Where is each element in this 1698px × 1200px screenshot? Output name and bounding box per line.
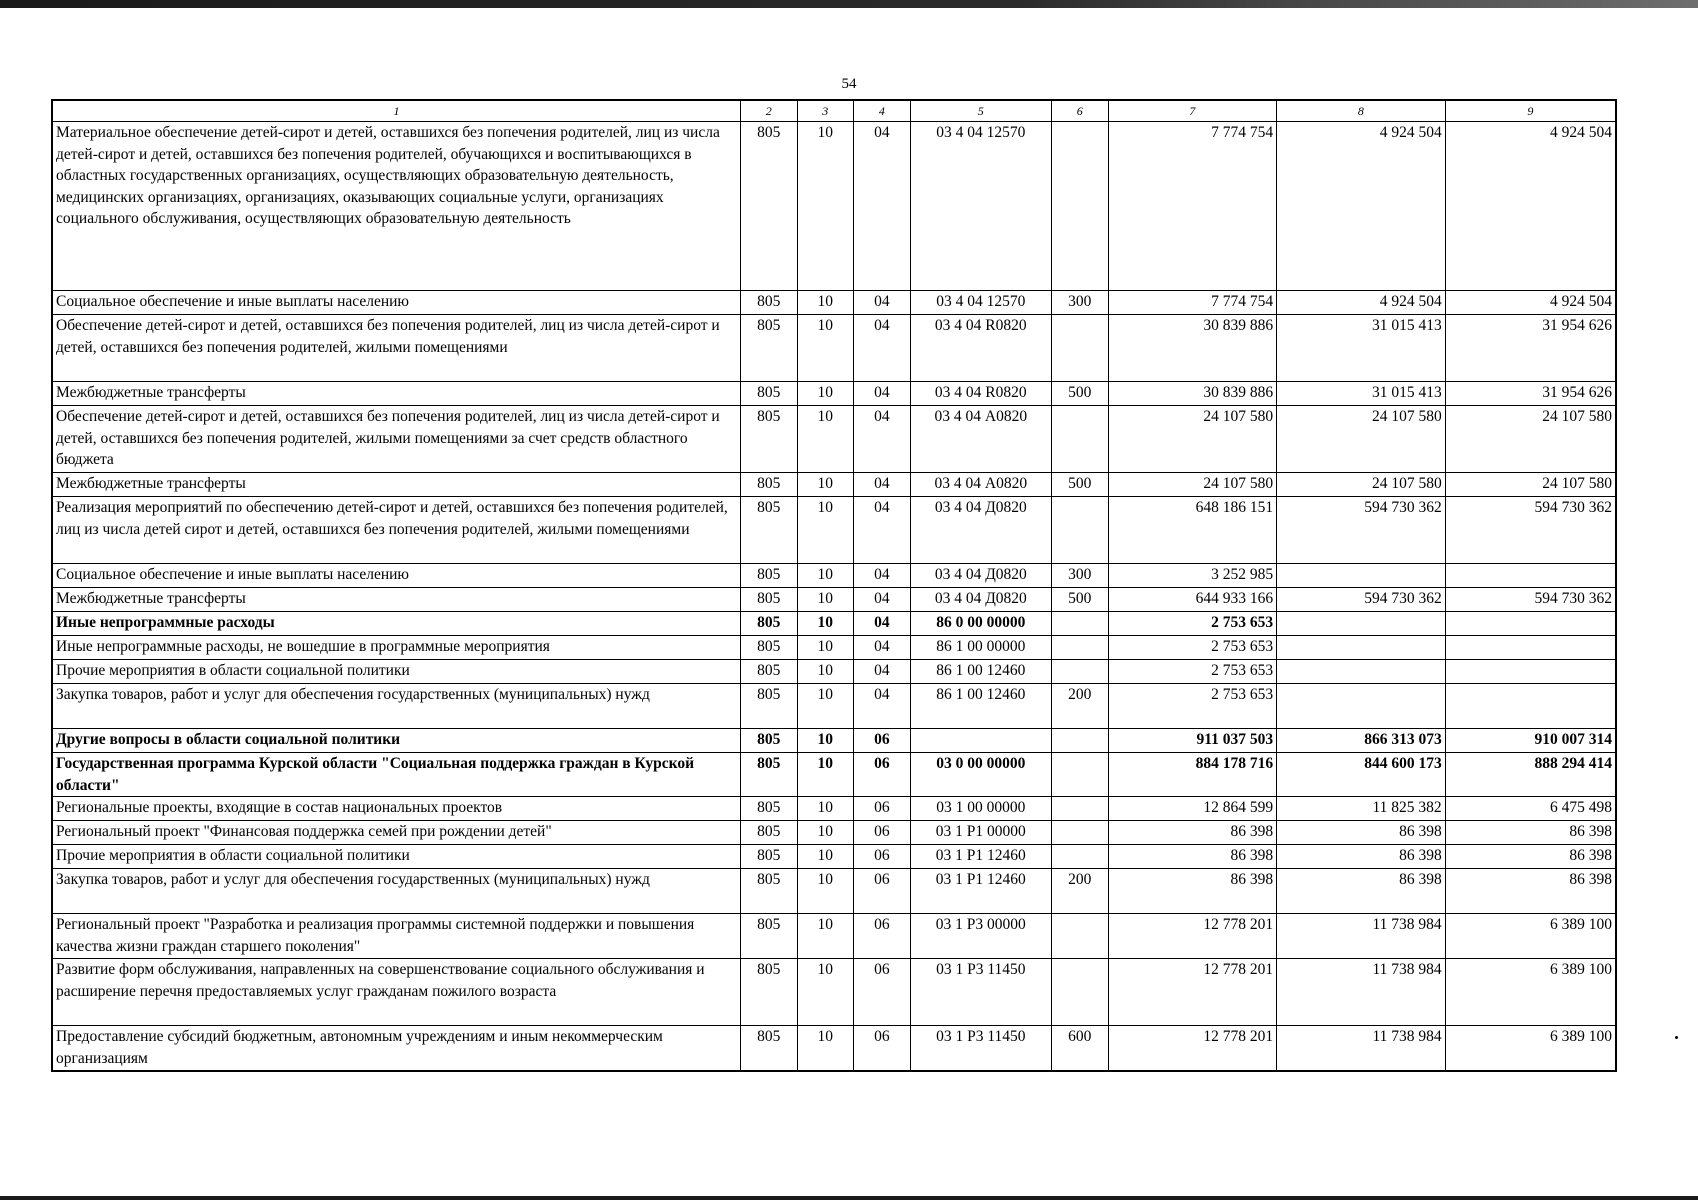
target-article-code: 03 4 04 12570 — [910, 291, 1051, 315]
amount-year-1: 7 774 754 — [1108, 122, 1277, 291]
subsection-code: 06 — [854, 753, 911, 797]
expense-type-code: 500 — [1051, 588, 1108, 612]
amount-year-3: 86 398 — [1445, 845, 1616, 869]
amount-year-2: 594 730 362 — [1277, 588, 1446, 612]
amount-year-1: 24 107 580 — [1108, 406, 1277, 473]
line-item-name: Развитие форм обслуживания, направленных на совершенствование социального обслуживания и расширение перечня предоставляемых услуг гражданам пожилого возраста — [52, 959, 740, 1026]
amount-year-2: 31 015 413 — [1277, 382, 1446, 406]
expense-type-code — [1051, 660, 1108, 684]
ministry-code: 805 — [740, 1026, 797, 1071]
expense-type-code — [1051, 406, 1108, 473]
section-code: 10 — [797, 914, 854, 959]
line-item-name: Региональный проект "Разработка и реализация программы системной поддержки и повышения качества жизни граждан старшего поколения" — [52, 914, 740, 959]
target-article-code: 03 4 04 Д0820 — [910, 564, 1051, 588]
subsection-code: 04 — [854, 315, 911, 382]
amount-year-1: 7 774 754 — [1108, 291, 1277, 315]
amount-year-1: 30 839 886 — [1108, 382, 1277, 406]
ministry-code: 805 — [740, 729, 797, 753]
table-row — [52, 753, 1616, 797]
expense-type-code — [1051, 497, 1108, 564]
amount-year-1: 911 037 503 — [1108, 729, 1277, 753]
subsection-code: 06 — [854, 845, 911, 869]
header-row — [52, 100, 1616, 122]
expense-type-code: 200 — [1051, 684, 1108, 729]
header-cell: 2 — [740, 100, 797, 122]
expense-type-code: 600 — [1051, 1026, 1108, 1071]
subsection-code: 06 — [854, 959, 911, 1026]
expense-type-code — [1051, 729, 1108, 753]
ministry-code: 805 — [740, 821, 797, 845]
amount-year-1: 648 186 151 — [1108, 497, 1277, 564]
expense-type-code: 300 — [1051, 291, 1108, 315]
target-article-code: 03 1 P1 00000 — [910, 821, 1051, 845]
section-code: 10 — [797, 1026, 854, 1071]
amount-year-1: 3 252 985 — [1108, 564, 1277, 588]
ministry-code: 805 — [740, 914, 797, 959]
section-code: 10 — [797, 753, 854, 797]
line-item-name: Региональный проект "Финансовая поддержка семей при рождении детей" — [52, 821, 740, 845]
amount-year-1: 12 778 201 — [1108, 914, 1277, 959]
ministry-code: 805 — [740, 473, 797, 497]
target-article-code: 03 4 04 R0820 — [910, 315, 1051, 382]
subsection-code: 04 — [854, 660, 911, 684]
subsection-code: 04 — [854, 291, 911, 315]
subsection-code: 04 — [854, 612, 911, 636]
line-item-name: Прочие мероприятия в области социальной политики — [52, 660, 740, 684]
expense-type-code — [1051, 612, 1108, 636]
amount-year-1: 12 778 201 — [1108, 1026, 1277, 1071]
section-code: 10 — [797, 122, 854, 291]
target-article-code: 03 4 04 Д0820 — [910, 497, 1051, 564]
header-cell: 3 — [797, 100, 854, 122]
table-row — [52, 797, 1616, 821]
table-row — [52, 660, 1616, 684]
line-item-name: Обеспечение детей-сирот и детей, оставшихся без попечения родителей, лиц из числа детей-сирот и детей, оставшихся без попечения родителей, жилыми помещениями за счет средств областного бюджета — [52, 406, 740, 473]
amount-year-2: 11 738 984 — [1277, 914, 1446, 959]
section-code: 10 — [797, 959, 854, 1026]
expense-type-code — [1051, 914, 1108, 959]
target-article-code: 03 4 04 А0820 — [910, 406, 1051, 473]
scan-top-edge — [0, 0, 1698, 8]
amount-year-3: 86 398 — [1445, 821, 1616, 845]
section-code: 10 — [797, 612, 854, 636]
line-item-name: Реализация мероприятий по обеспечению детей-сирот и детей, оставшихся без попечения родителей, лиц из числа детей сирот и детей, оставшихся без попечения родителей, жилыми помещениями — [52, 497, 740, 564]
amount-year-3: 4 924 504 — [1445, 291, 1616, 315]
subsection-code: 04 — [854, 406, 911, 473]
amount-year-3: 24 107 580 — [1445, 473, 1616, 497]
subsection-code: 04 — [854, 382, 911, 406]
header-cell: 5 — [910, 100, 1051, 122]
expense-type-code — [1051, 797, 1108, 821]
amount-year-1: 86 398 — [1108, 869, 1277, 914]
ministry-code: 805 — [740, 382, 797, 406]
ministry-code: 805 — [740, 497, 797, 564]
amount-year-3 — [1445, 660, 1616, 684]
target-article-code: 86 1 00 00000 — [910, 636, 1051, 660]
target-article-code: 03 0 00 00000 — [910, 753, 1051, 797]
amount-year-3: 910 007 314 — [1445, 729, 1616, 753]
budget-table — [51, 99, 1617, 1072]
table-row — [52, 382, 1616, 406]
amount-year-2: 31 015 413 — [1277, 315, 1446, 382]
section-code: 10 — [797, 315, 854, 382]
target-article-code: 03 1 P3 11450 — [910, 959, 1051, 1026]
expense-type-code — [1051, 753, 1108, 797]
target-article-code — [910, 729, 1051, 753]
table-row — [52, 564, 1616, 588]
table-row — [52, 845, 1616, 869]
amount-year-3 — [1445, 612, 1616, 636]
target-article-code: 03 1 P1 12460 — [910, 845, 1051, 869]
target-article-code: 03 4 04 А0820 — [910, 473, 1051, 497]
ministry-code: 805 — [740, 406, 797, 473]
amount-year-2: 4 924 504 — [1277, 291, 1446, 315]
table-row — [52, 122, 1616, 291]
subsection-code: 04 — [854, 564, 911, 588]
target-article-code: 03 1 P3 11450 — [910, 1026, 1051, 1071]
section-code: 10 — [797, 821, 854, 845]
expense-type-code: 200 — [1051, 869, 1108, 914]
table-row — [52, 406, 1616, 473]
amount-year-2: 844 600 173 — [1277, 753, 1446, 797]
amount-year-1: 30 839 886 — [1108, 315, 1277, 382]
ministry-code: 805 — [740, 797, 797, 821]
table-row — [52, 497, 1616, 564]
section-code: 10 — [797, 729, 854, 753]
amount-year-1: 86 398 — [1108, 845, 1277, 869]
ministry-code: 805 — [740, 612, 797, 636]
line-item-name: Межбюджетные трансферты — [52, 382, 740, 406]
amount-year-1: 644 933 166 — [1108, 588, 1277, 612]
amount-year-1: 12 864 599 — [1108, 797, 1277, 821]
line-item-name: Обеспечение детей-сирот и детей, оставшихся без попечения родителей, лиц из числа детей-сирот и детей, оставшихся без попечения родителей, жилыми помещениями — [52, 315, 740, 382]
subsection-code: 04 — [854, 497, 911, 564]
expense-type-code — [1051, 636, 1108, 660]
table-row — [52, 291, 1616, 315]
section-code: 10 — [797, 564, 854, 588]
target-article-code: 86 0 00 00000 — [910, 612, 1051, 636]
amount-year-3 — [1445, 564, 1616, 588]
subsection-code: 04 — [854, 636, 911, 660]
amount-year-1: 2 753 653 — [1108, 636, 1277, 660]
scan-bottom-edge — [0, 1196, 1698, 1200]
amount-year-3: 6 475 498 — [1445, 797, 1616, 821]
amount-year-1: 24 107 580 — [1108, 473, 1277, 497]
line-item-name: Другие вопросы в области социальной политики — [52, 729, 740, 753]
expense-type-code: 500 — [1051, 382, 1108, 406]
ministry-code: 805 — [740, 291, 797, 315]
line-item-name: Прочие мероприятия в области социальной политики — [52, 845, 740, 869]
target-article-code: 86 1 00 12460 — [910, 684, 1051, 729]
subsection-code: 04 — [854, 588, 911, 612]
header-cell: 9 — [1445, 100, 1616, 122]
table-row — [52, 612, 1616, 636]
expense-type-code: 300 — [1051, 564, 1108, 588]
amount-year-3: 6 389 100 — [1445, 1026, 1616, 1071]
header-cell: 6 — [1051, 100, 1108, 122]
section-code: 10 — [797, 382, 854, 406]
section-code: 10 — [797, 473, 854, 497]
amount-year-2 — [1277, 564, 1446, 588]
scan-artifact-dot — [1675, 1036, 1678, 1039]
amount-year-2: 11 825 382 — [1277, 797, 1446, 821]
table-row — [52, 684, 1616, 729]
amount-year-2: 11 738 984 — [1277, 959, 1446, 1026]
amount-year-3 — [1445, 636, 1616, 660]
expense-type-code: 500 — [1051, 473, 1108, 497]
page-number: 54 — [841, 76, 857, 92]
section-code: 10 — [797, 636, 854, 660]
line-item-name: Социальное обеспечение и иные выплаты населению — [52, 564, 740, 588]
ministry-code: 805 — [740, 753, 797, 797]
amount-year-3: 31 954 626 — [1445, 382, 1616, 406]
subsection-code: 06 — [854, 729, 911, 753]
subsection-code: 04 — [854, 473, 911, 497]
table-row — [52, 1026, 1616, 1071]
section-code: 10 — [797, 291, 854, 315]
expense-type-code — [1051, 122, 1108, 291]
amount-year-1: 86 398 — [1108, 821, 1277, 845]
expense-type-code — [1051, 845, 1108, 869]
subsection-code: 04 — [854, 684, 911, 729]
line-item-name: Материальное обеспечение детей-сирот и детей, оставшихся без попечения родителей, лиц из числа детей-сирот и детей, оставшихся без попечения родителей, обучающихся и воспитывающихся в областных государственных организациях, осуществляющих образовательную деятельность, медицинских организациях, организациях, оказывающих социальные услуги, организациях социального обслуживания, осуществляющих образовательную деятельность — [52, 122, 740, 291]
amount-year-3: 888 294 414 — [1445, 753, 1616, 797]
ministry-code: 805 — [740, 315, 797, 382]
amount-year-2: 86 398 — [1277, 821, 1446, 845]
table-row — [52, 959, 1616, 1026]
section-code: 10 — [797, 588, 854, 612]
amount-year-2: 86 398 — [1277, 845, 1446, 869]
line-item-name: Межбюджетные трансферты — [52, 473, 740, 497]
amount-year-2: 86 398 — [1277, 869, 1446, 914]
section-code: 10 — [797, 845, 854, 869]
amount-year-1: 884 178 716 — [1108, 753, 1277, 797]
table-row — [52, 914, 1616, 959]
table-row — [52, 869, 1616, 914]
subsection-code: 06 — [854, 821, 911, 845]
table-row — [52, 729, 1616, 753]
section-code: 10 — [797, 660, 854, 684]
header-cell: 8 — [1277, 100, 1446, 122]
target-article-code: 03 4 04 Д0820 — [910, 588, 1051, 612]
amount-year-2 — [1277, 612, 1446, 636]
section-code: 10 — [797, 797, 854, 821]
target-article-code: 03 4 04 12570 — [910, 122, 1051, 291]
amount-year-2: 866 313 073 — [1277, 729, 1446, 753]
amount-year-3: 31 954 626 — [1445, 315, 1616, 382]
amount-year-3: 4 924 504 — [1445, 122, 1616, 291]
subsection-code: 06 — [854, 797, 911, 821]
amount-year-2: 11 738 984 — [1277, 1026, 1446, 1071]
amount-year-3 — [1445, 684, 1616, 729]
ministry-code: 805 — [740, 959, 797, 1026]
section-code: 10 — [797, 406, 854, 473]
amount-year-1: 2 753 653 — [1108, 684, 1277, 729]
amount-year-3: 594 730 362 — [1445, 497, 1616, 564]
amount-year-1: 2 753 653 — [1108, 660, 1277, 684]
line-item-name: Иные непрограммные расходы — [52, 612, 740, 636]
amount-year-2 — [1277, 636, 1446, 660]
expense-type-code — [1051, 315, 1108, 382]
header-cell: 4 — [854, 100, 911, 122]
expense-type-code — [1051, 821, 1108, 845]
subsection-code: 04 — [854, 122, 911, 291]
line-item-name: Закупка товаров, работ и услуг для обеспечения государственных (муниципальных) нужд — [52, 684, 740, 729]
amount-year-3: 6 389 100 — [1445, 914, 1616, 959]
line-item-name: Иные непрограммные расходы, не вошедшие в программные мероприятия — [52, 636, 740, 660]
table-row — [52, 315, 1616, 382]
table-row — [52, 588, 1616, 612]
subsection-code: 06 — [854, 869, 911, 914]
amount-year-2 — [1277, 684, 1446, 729]
expense-type-code — [1051, 959, 1108, 1026]
amount-year-2: 4 924 504 — [1277, 122, 1446, 291]
table-row — [52, 821, 1616, 845]
ministry-code: 805 — [740, 845, 797, 869]
ministry-code: 805 — [740, 588, 797, 612]
line-item-name: Государственная программа Курской области "Социальная поддержка граждан в Курской области" — [52, 753, 740, 797]
target-article-code: 03 4 04 R0820 — [910, 382, 1051, 406]
subsection-code: 06 — [854, 914, 911, 959]
target-article-code: 03 1 P3 00000 — [910, 914, 1051, 959]
amount-year-3: 6 389 100 — [1445, 959, 1616, 1026]
section-code: 10 — [797, 497, 854, 564]
target-article-code: 03 1 00 00000 — [910, 797, 1051, 821]
amount-year-3: 24 107 580 — [1445, 406, 1616, 473]
line-item-name: Предоставление субсидий бюджетным, автономным учреждениям и иным некоммерческим организациям — [52, 1026, 740, 1071]
amount-year-2: 24 107 580 — [1277, 473, 1446, 497]
table-row — [52, 636, 1616, 660]
target-article-code: 03 1 P1 12460 — [910, 869, 1051, 914]
amount-year-3: 594 730 362 — [1445, 588, 1616, 612]
amount-year-1: 12 778 201 — [1108, 959, 1277, 1026]
target-article-code: 86 1 00 12460 — [910, 660, 1051, 684]
amount-year-2: 24 107 580 — [1277, 406, 1446, 473]
table-row — [52, 473, 1616, 497]
header-cell: 7 — [1108, 100, 1277, 122]
ministry-code: 805 — [740, 564, 797, 588]
ministry-code: 805 — [740, 636, 797, 660]
header-cell: 1 — [52, 100, 740, 122]
line-item-name: Закупка товаров, работ и услуг для обеспечения государственных (муниципальных) нужд — [52, 869, 740, 914]
line-item-name: Региональные проекты, входящие в состав национальных проектов — [52, 797, 740, 821]
section-code: 10 — [797, 684, 854, 729]
ministry-code: 805 — [740, 660, 797, 684]
ministry-code: 805 — [740, 684, 797, 729]
ministry-code: 805 — [740, 122, 797, 291]
line-item-name: Межбюджетные трансферты — [52, 588, 740, 612]
amount-year-3: 86 398 — [1445, 869, 1616, 914]
subsection-code: 06 — [854, 1026, 911, 1071]
section-code: 10 — [797, 869, 854, 914]
amount-year-2: 594 730 362 — [1277, 497, 1446, 564]
ministry-code: 805 — [740, 869, 797, 914]
line-item-name: Социальное обеспечение и иные выплаты населению — [52, 291, 740, 315]
amount-year-1: 2 753 653 — [1108, 612, 1277, 636]
amount-year-2 — [1277, 660, 1446, 684]
